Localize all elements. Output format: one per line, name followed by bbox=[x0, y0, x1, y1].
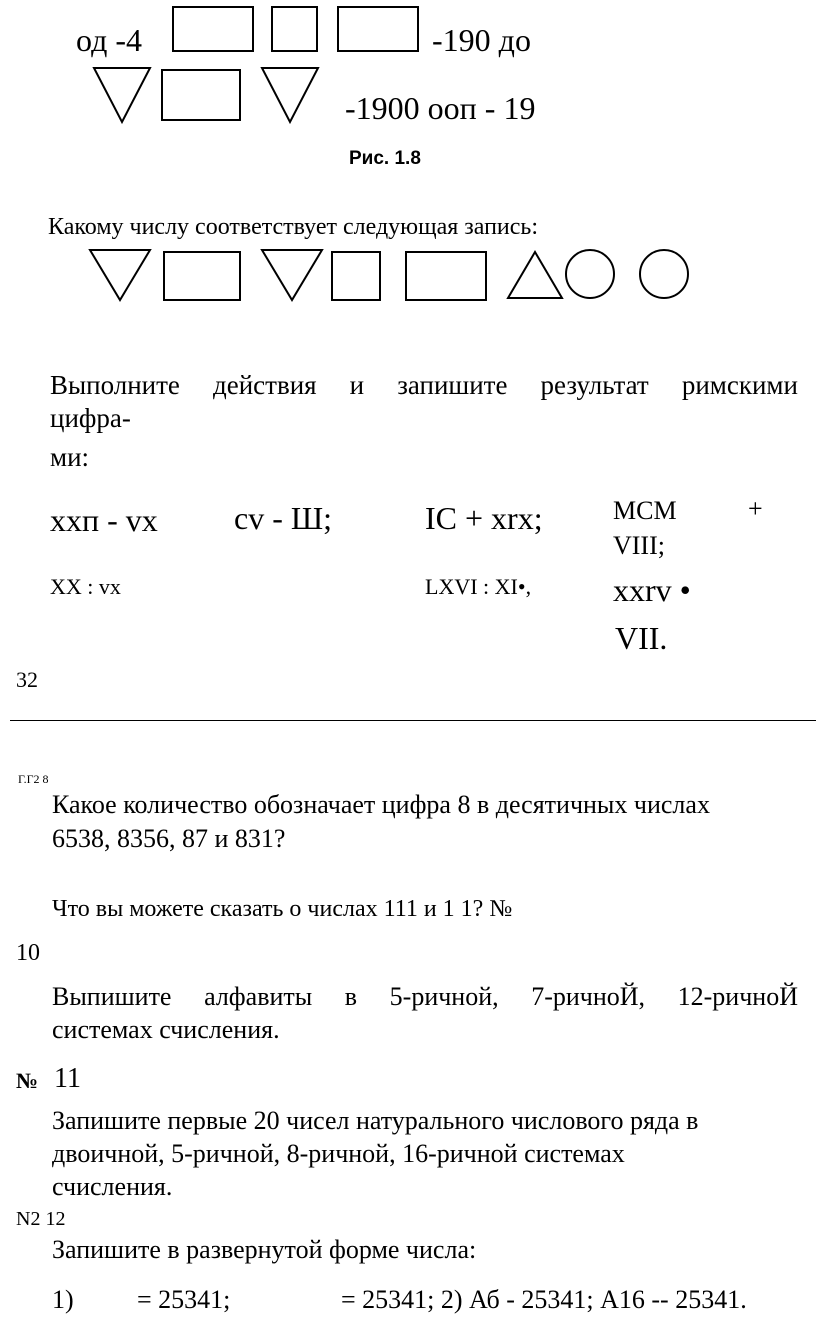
task12-item1-rest: = 25341; 2) Аб - 25341; А16 -- 25341. bbox=[341, 1285, 747, 1314]
task11-number: 11 bbox=[54, 1063, 81, 1094]
roman-task-word: результат bbox=[540, 370, 649, 400]
figure-row1-right-text: -190 до bbox=[432, 22, 531, 58]
page-number: 32 bbox=[16, 667, 38, 692]
task10-line1 bbox=[52, 982, 798, 1012]
task12-label: N2 12 bbox=[16, 1208, 66, 1230]
square-shape bbox=[162, 70, 240, 120]
square-shape bbox=[173, 7, 253, 51]
roman-task-line3: ми: bbox=[50, 442, 90, 472]
roman-expression: LXVI : XI•, bbox=[425, 574, 532, 599]
square-shape bbox=[338, 7, 418, 51]
square-shape bbox=[332, 252, 380, 300]
circle-shape bbox=[640, 250, 688, 298]
task10-number: 10 bbox=[16, 940, 40, 966]
figure-row1-boxes bbox=[172, 6, 422, 56]
task10-line2: системах счисления. bbox=[52, 1015, 280, 1044]
roman-task-word: действия bbox=[213, 370, 317, 400]
roman-expression: МСМ bbox=[613, 496, 677, 525]
roman-expression: ххп - vx bbox=[50, 502, 158, 538]
task11-number-sign: № bbox=[16, 1068, 39, 1093]
roman-task-word: и bbox=[349, 370, 365, 400]
task10-word: Выпишите bbox=[52, 982, 172, 1011]
figure-row1-left-text: од -4 bbox=[76, 22, 143, 58]
roman-task-word: запишите bbox=[397, 370, 508, 400]
task11-line3: счисления. bbox=[52, 1172, 173, 1201]
triangle-down-shape bbox=[262, 68, 318, 122]
roman-task-line2: цифра- bbox=[50, 403, 131, 433]
task11-line2: двоичной, 5-ричной, 8-ричной, 16-ричной системах bbox=[52, 1139, 625, 1168]
symbols-question: Какому числу соответствует следующая запись: bbox=[48, 214, 539, 240]
task8-line2: 6538, 8356, 87 и 831? bbox=[52, 824, 286, 853]
figure-caption: Рис. 1.8 bbox=[349, 148, 421, 169]
roman-expression: XX : vx bbox=[50, 574, 121, 599]
square-shape bbox=[164, 252, 240, 300]
figure-row2-right-text: -1900 ооп - 19 bbox=[345, 90, 536, 126]
triangle-down-shape bbox=[262, 250, 322, 300]
figure-row2-shapes bbox=[92, 66, 332, 128]
roman-expression: VII. bbox=[615, 620, 668, 656]
roman-task-word: римскими bbox=[681, 370, 798, 400]
triangle-down-shape bbox=[90, 250, 150, 300]
roman-expression: IC + хrх; bbox=[425, 500, 543, 536]
task12-item1-number: 1) bbox=[52, 1285, 74, 1314]
task10-word: 12-ричноЙ bbox=[677, 982, 798, 1011]
roman-task-word: Выполните bbox=[50, 370, 180, 400]
task10-word: 5-ричной, bbox=[389, 982, 499, 1011]
roman-expression: VIII; bbox=[613, 531, 665, 560]
roman-expression: xxrv • bbox=[613, 572, 691, 608]
roman-expression: cv - Ш; bbox=[234, 500, 333, 536]
task8-line1: Какое количество обозначает цифра 8 в десятичных числах bbox=[52, 790, 710, 819]
task8-label: Г.Г2 8 bbox=[18, 772, 49, 786]
task9-text: Что вы можете сказать о числах 111 и 1 1? № bbox=[52, 896, 513, 922]
task12-line1: Запишите в развернутой форме числа: bbox=[52, 1235, 477, 1264]
task10-word: 7-ричноЙ, bbox=[531, 982, 646, 1011]
task12-item1-eq: = 25341; bbox=[137, 1285, 231, 1314]
task10-word: в bbox=[344, 982, 358, 1011]
circle-shape bbox=[566, 250, 614, 298]
square-shape bbox=[272, 7, 317, 51]
triangle-down-shape bbox=[94, 68, 150, 122]
symbols-row bbox=[88, 246, 698, 306]
page-separator bbox=[10, 720, 816, 721]
triangle-up-shape bbox=[508, 252, 562, 298]
task11-line1: Запишите первые 20 чисел натурального числового ряда в bbox=[52, 1106, 699, 1135]
square-shape bbox=[406, 252, 486, 300]
roman-task-line1 bbox=[50, 370, 798, 401]
task10-word: алфавиты bbox=[204, 982, 313, 1011]
roman-plus-sign: + bbox=[748, 494, 763, 523]
